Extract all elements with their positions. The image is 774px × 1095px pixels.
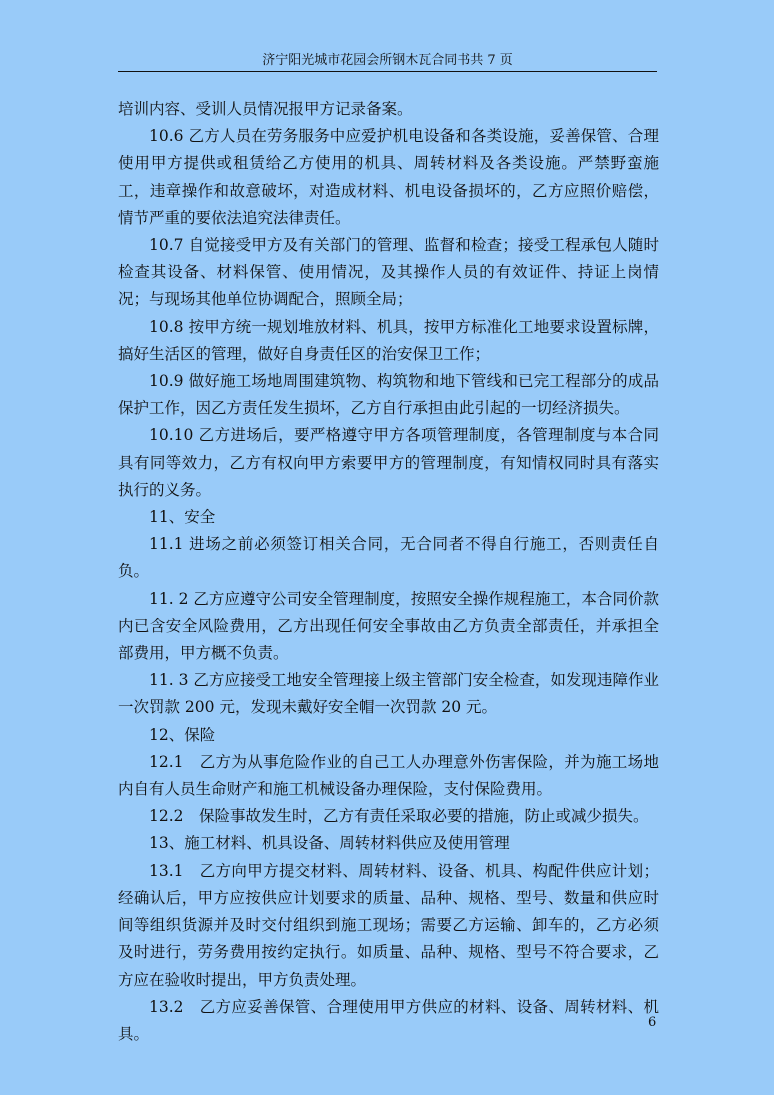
paragraph-10-10: 10.10 乙方进场后，要严格遵守甲方各项管理制度，各管理制度与本合同具有同等效力，乙方有权向甲方索要甲方的管理制度，有知情权同时具有落实执行的义务。 xyxy=(118,426,659,499)
paragraph-10-6: 10.6 乙方人员在劳务服务中应爱护机电设备和各类设施，妥善保管、合理使用甲方提供或租赁给乙方使用的机具、周转材料及各类设施。严禁野蛮施工，违章操作和故意破坏，对造成材料、机电设备损坏的，乙方应照价赔偿，情节严重的要依法追究法律责任。 xyxy=(118,127,659,227)
paragraph-13-1: 13.1 乙方向甲方提交材料、周转材料、设备、机具、构配件供应计划；经确认后，甲方应按供应计划要求的质量、品种、规格、型号、数量和供应时间等组织货源并及时交付组织到施工现场；需要乙方运输、卸车的，乙方必须及时进行，劳务费用按约定执行。如质量、品种、规格、型号不符合要求，乙方应在验收时提出，甲方负责处理。 xyxy=(118,861,659,989)
paragraph-12-1: 12.1 乙方为从事危险作业的自己工人办理意外伤害保险，并为施工场地内自有人员生命财产和施工机械设备办理保险，支付保险费用。 xyxy=(118,752,659,799)
paragraph-12-2: 12.2 保险事故发生时，乙方有责任采取必要的措施，防止或减少损失。 xyxy=(149,807,649,826)
paragraph-10-7: 10.7 自觉接受甲方及有关部门的管理、监督和检查；接受工程承包人随时检查其设备、材料保管、使用情况，及其操作人员的有效证件、持证上岗情况；与现场其他单位协调配合，照顾全局； xyxy=(118,236,659,309)
page-header-title: 济宁阳光城市花园会所钢木瓦合同书共 7 页 xyxy=(262,53,513,68)
paragraph-10-9: 10.9 做好施工场地周围建筑物、构筑物和地下管线和已完工程部分的成品保护工作，因乙方责任发生损坏，乙方自行承担由此引起的一切经济损失。 xyxy=(118,372,659,418)
header-divider xyxy=(118,71,657,72)
page-number: 6 xyxy=(648,1015,657,1030)
section-heading-11-safety: 11、安全 xyxy=(149,508,216,527)
paragraph-10-8: 10.8 按甲方统一规划堆放材料、机具，按甲方标准化工地要求设置标牌，搞好生活区的管理，做好自身责任区的治安保卫工作； xyxy=(118,317,659,363)
section-heading-12-insurance: 12、保险 xyxy=(149,725,216,744)
paragraph-11-3: 11. 3 乙方应接受工地安全管理接上级主管部门安全检查，如发现违障作业一次罚款 200 元，发现未戴好安全帽一次罚款 20 元。 xyxy=(118,671,659,717)
paragraph-13-2: 13.2 乙方应妥善保管、合理使用甲方供应的材料、设备、周转材料、机具。 xyxy=(118,997,659,1043)
section-heading-13-materials: 13、施工材料、机具设备、周转材料供应及使用管理 xyxy=(149,834,510,853)
paragraph-training-record: 培训内容、受训人员情况报甲方记录备案。 xyxy=(118,100,413,118)
paragraph-11-2: 11. 2 乙方应遵守公司安全管理制度，按照安全操作规程施工，本合同价款内已含安全风险费用，乙方出现任何安全事故由乙方负责全部责任，并承担全部费用，甲方概不负责。 xyxy=(118,589,659,663)
paragraph-11-1: 11.1 进场之前必须签订相关合同，无合同者不得自行施工，否则责任自负。 xyxy=(118,535,659,581)
document-body xyxy=(118,96,659,1048)
